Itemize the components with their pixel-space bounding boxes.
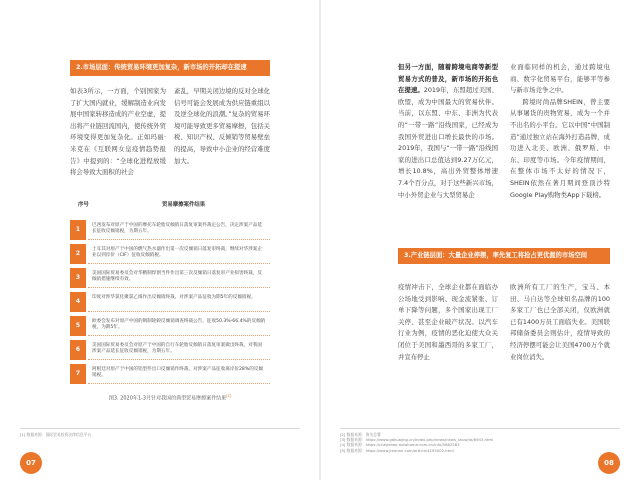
row-description: 美国国际贸易委员会对原产于中国的自行车轮胎反倾销日落复审案做出终裁，对我国涉案产品延长征收反倾销税，为期五年。 [88, 340, 270, 360]
footnote-item: [5] 数据来源：https://www.jiemian.com/article/4195002.html [340, 447, 454, 453]
row-description: 印度对涉华氯化聚氯乙烯作出反倾销终裁，对涉案产品征收为期5年的反倾销税。 [88, 292, 270, 312]
table-header-case: 贸易摩擦案件结果 [162, 202, 206, 208]
table-row [70, 316, 270, 336]
row-description: 阿根廷对原产于中国的铝型件出口反倾销作终裁，对涉案产品征收离岸价28%的反倾销税。 [88, 364, 270, 384]
footnote-item: [3] 数据来源：https://www.gdkuajing.cn/index.php/news/news_show/id/8943.html [340, 437, 494, 443]
section-title-market: 2.市场层面：传统贸易环境更加复杂，新市场的开拓却在提速 [70, 60, 270, 76]
caption-text: 图3. 2020年1-3月针对我国的典型贸易摩擦案件结果 [108, 395, 227, 402]
row-description: 美国国际贸易委员会对华精制焊割当件作出第三次反倾销日落复审产业损害终裁，反倾销措施继续有效。 [88, 268, 270, 288]
table-row [70, 220, 270, 240]
caption-footnote-ref: [1] [226, 394, 232, 398]
footnote-divider [20, 428, 300, 429]
row-number: 6 [70, 340, 86, 360]
new-market-paragraph-col3 [398, 62, 498, 242]
row-number: 3 [70, 268, 86, 288]
page-number-right: 08 [598, 452, 620, 474]
industry-paragraph-col3: 疫情冲击下，全球企业都在面临办公场地受到影响、现金流紧张、订单下降等问题，多个国家出现工厂关停、甚至企业破产状况。以汽车行业为例，疫情的恶化迫使大众关闭位于美国和墨西哥的多家工厂，并宣布停止 [398, 283, 498, 361]
market-paragraph-col1: 如表3所示，一方面，个别国家为了扩大国内就业，缓解制造业向发展中国家转移造成的产业空虚，提出将产业链回流国内，使传统外贸环境变得更加复杂化。正如玛丽·米克在《互联网女皇疫情趋势报告》中提到的：“全球化进程放缓将会导致大面积的社会 [70, 87, 166, 177]
footnote-item: [4] 数据来源：https://chejiahao.autohome.com.cn/info/5882583 [340, 442, 460, 448]
row-number: 4 [70, 292, 86, 312]
page-number-left: 07 [20, 452, 42, 474]
section-title-industry-chain: 3.产业链层面：大量企业停摆，率先复工将抢占更优渥的市场空间 [398, 248, 610, 264]
new-market-body: 2019年，东盟超过美国、欧盟，成为中国最大的贸易伙伴。当前，以东盟、中东、非洲为代表的“一带一路”沿线国家，已经成为我国外贸进出口增长最快的市场。2019年，我国与“一带一路”沿线国家的进出口总值达到9.27万亿元，增长10.8%，高出外贸整体增速7.4个百分点，对于这些新兴市场，中小外贸企业与大型贸易企 [398, 86, 498, 199]
table-header-index: 序号 [78, 202, 89, 208]
row-number: 1 [70, 220, 86, 240]
row-number: 2 [70, 244, 86, 264]
row-number: 7 [70, 364, 86, 384]
table-row [70, 268, 270, 288]
left-footnote: [1] 数据来源：国际贸易投资法律信息平台 [20, 432, 92, 437]
new-market-lead: 但另一方面，随着跨境电商等新型贸易方式的普及，新市场的开拓也在提速。 [398, 63, 498, 95]
new-market-continuation: 业面临同样的机会，通过跨境电商、数字化贸易平台，能够平等参与新市场竞争之中。 [510, 63, 610, 95]
shein-paragraph: 跨境时尚品牌SHEIN，曾主要从事屠货的贵物贸易，成为一个并不出名的小平台。它以中国“中国制造”通过独立站在海外打造品牌，成功进入北美、欧洲、俄罗斯、中东、印度等市场。今年疫情期间，在整体市场不太好的情况下，SHEIN依然在著月期间登顶沙特Google Play购物类App下载榜。 [510, 97, 610, 199]
right-footnotes [340, 432, 620, 453]
new-market-paragraph-col4 [510, 62, 610, 242]
market-paragraph-col2: 紊乱，早期关闭边境的反对全球化信号可能会发展成为供应链重组以及逆全球化的浪潮。”复杂的贸易环境可能导致更多贸易摩擦，包括关税、知识产权、反倾销等贸易壁垒的提高，导致中小企业的经营难度加大。 [174, 87, 270, 165]
table-row [70, 244, 270, 264]
row-description: 欧委会发布对原产中国的钢制轮毂反倾销调查终裁公告，征收50.3%-66.4%的反倾销税，为期5年。 [88, 316, 270, 336]
industry-paragraph-col4: 欧洲所有工厂的生产，宝马、本田、马自达等全球知名品牌的100多家工厂也已全部关闭，仅欧洲就已有1400万员工面临失业。美国联邦储备委员会则估计，疫情导致的经济停摆可能会让美国4700万个就业岗位消失。 [510, 283, 610, 361]
table-row [70, 292, 270, 312]
table-caption [70, 394, 270, 402]
trade-friction-table-header [70, 198, 270, 212]
row-number: 5 [70, 316, 86, 336]
page-gutter [319, 0, 321, 480]
row-description: 土耳其对原产于中国的燃气热水器作出第一次反倾销日落复审终裁，继续对华涉案企业以到岸价（CIF）征收反倾销税。 [88, 244, 270, 264]
table-row [70, 364, 270, 384]
row-description: 巴西发布对原产于中国的摩托车轮胎反倾销日落复审案件裁定公告，决定涉案产品延长征收反倾销税，为期五年。 [88, 220, 270, 240]
table-row [70, 340, 270, 360]
footnote-divider [340, 428, 620, 429]
footnote-item: [2] 数据来源：海关总署 [340, 432, 381, 437]
